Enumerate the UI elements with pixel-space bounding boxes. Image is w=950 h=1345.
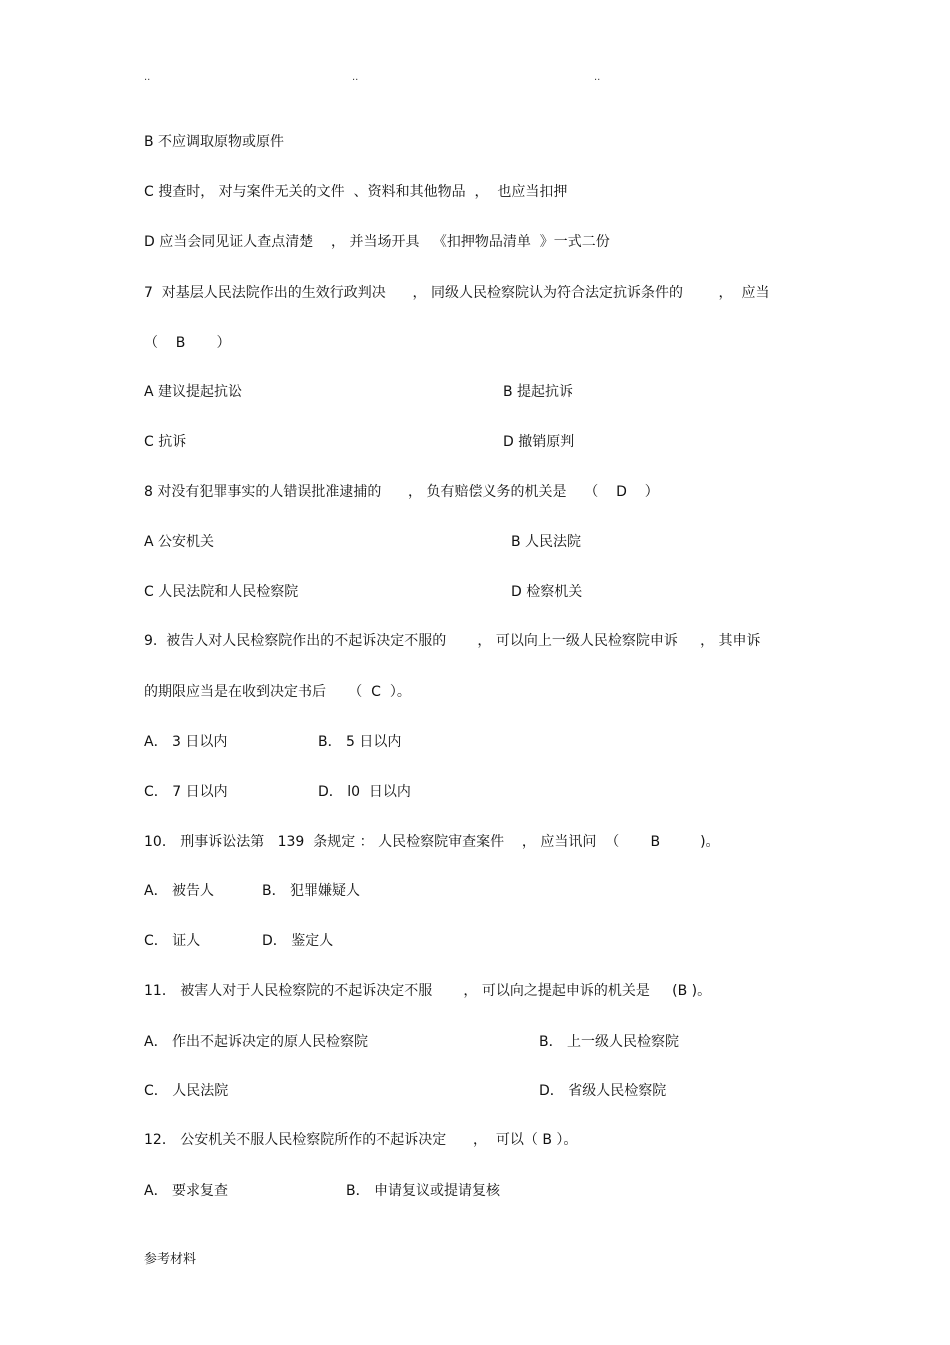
q9-option-b: B． 5 日以内 — [318, 734, 402, 750]
q12-question: 12． 公安机关不服人民检察院所作的不起诉决定 ， 可以（ B ）。 — [144, 1132, 578, 1148]
q8-option-a: A 公安机关 — [144, 534, 215, 550]
header-mark-center: .. — [352, 72, 359, 83]
header-mark-right: .. — [594, 72, 601, 83]
q9-option-d: D． l0 日以内 — [318, 784, 411, 800]
q10-option-b: B． 犯罪嫌疑人 — [262, 883, 361, 899]
q10-option-d: D． 鉴定人 — [262, 933, 334, 949]
q8-question: 8 对没有犯罪事实的人错误批准逮捕的 ， 负有赔偿义务的机关是 （ D ） — [144, 484, 659, 500]
q9-question: 9. 被告人对人民检察院作出的不起诉决定不服的 ， 可以向上一级人民检察院申诉 ， 其申诉 — [144, 633, 761, 649]
q6-option-d: D 应当会同见证人查点清楚 ， 并当场开具 《扣押物品清单 》一式二份 — [144, 234, 610, 250]
page-footer: 参考材料 — [144, 1252, 197, 1267]
q8-option-c: C 人民法院和人民检察院 — [144, 584, 299, 600]
q9-option-a: A． 3 日以内 — [144, 734, 228, 750]
q7-option-d: D 撤销原判 — [503, 434, 575, 450]
q7-option-b: B 提起抗诉 — [503, 384, 574, 400]
q10-question: 10． 刑事诉讼法第 139 条规定 ： 人民检察院审查案件 ， 应当讯问 （ B )。 — [144, 834, 720, 850]
q7-answer: （ B ） — [144, 335, 231, 351]
q7-question: 7 对基层人民法院作出的生效行政判决 ， 同级人民检察院认为符合法定抗诉条件的 ， 应当 — [144, 285, 770, 301]
q7-option-c: C 抗诉 — [144, 434, 187, 450]
q11-question: 11． 被害人对于人民检察院的不起诉决定不服 ， 可以向之提起申诉的机关是 (B )。 — [144, 983, 712, 999]
header-mark-left: .. — [144, 72, 151, 83]
q9-option-c: C． 7 日以内 — [144, 784, 228, 800]
q11-option-d: D． 省级人民检察院 — [539, 1083, 667, 1099]
q10-option-c: C． 证人 — [144, 933, 201, 949]
q11-option-b: B． 上一级人民检察院 — [539, 1034, 680, 1050]
q8-option-d: D 检察机关 — [511, 584, 583, 600]
q10-option-a: A． 被告人 — [144, 883, 215, 899]
q12-option-b: B． 申请复议或提请复核 — [346, 1183, 501, 1199]
q12-option-a: A． 要求复查 — [144, 1183, 229, 1199]
q8-option-b: B 人民法院 — [511, 534, 582, 550]
q7-option-a: A 建议提起抗讼 — [144, 384, 243, 400]
q9-question-cont: 的期限应当是在收到决定书后 （ C ）。 — [144, 684, 411, 700]
q6-option-b: B 不应调取原物或原件 — [144, 134, 285, 150]
q6-option-c: C 搜查时， 对与案件无关的文件 、资料和其他物品 ， 也应当扣押 — [144, 184, 568, 200]
q11-option-a: A． 作出不起诉决定的原人民检察院 — [144, 1034, 369, 1050]
q11-option-c: C． 人民法院 — [144, 1083, 229, 1099]
